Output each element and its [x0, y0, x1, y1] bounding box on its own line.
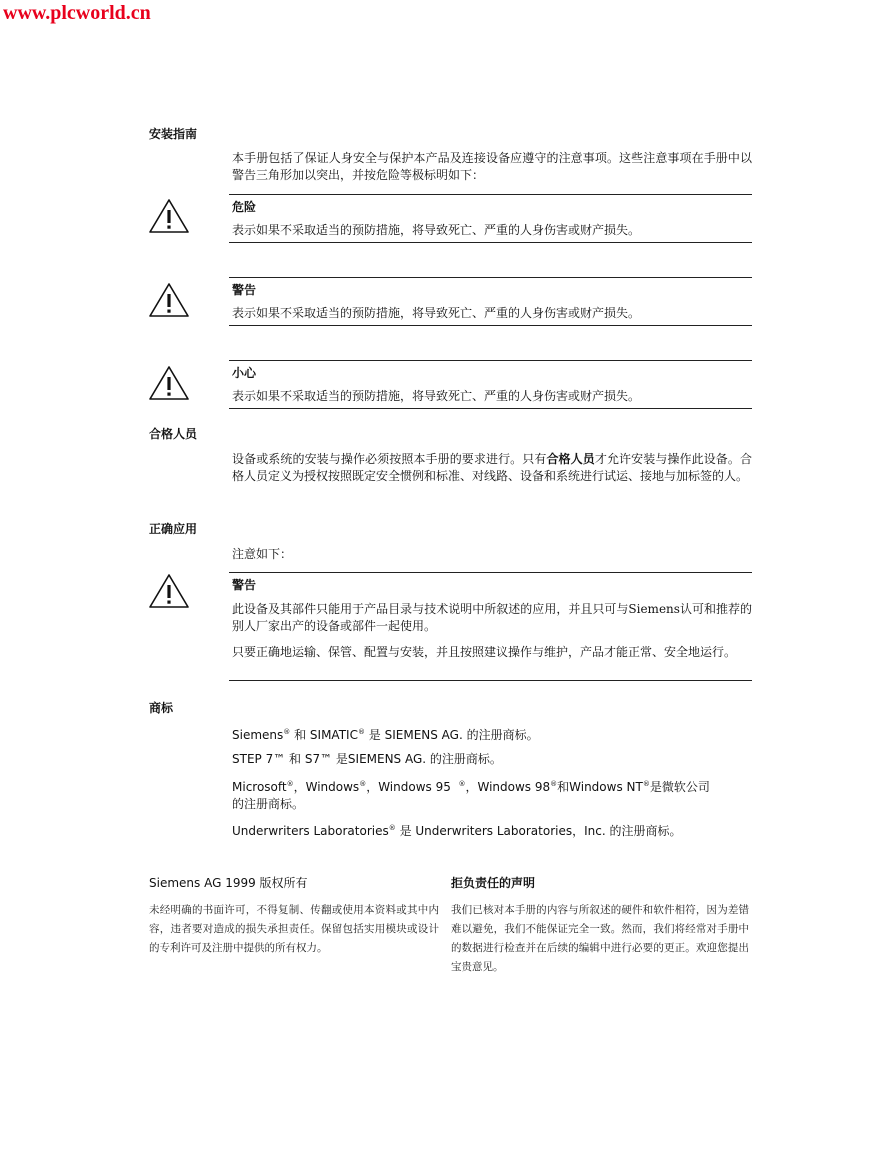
tm-text: 是微软公司 [649, 780, 710, 794]
usage-warning-title: 警告 [232, 578, 257, 592]
warning-triangle-icon [148, 573, 190, 609]
rule [229, 680, 752, 681]
footer-copyright-text: 未经明确的书面许可，不得复制、传翻或使用本资料或其中内容，违者要对造成的损失承担责任。保留包括实用模块或设计的专利许可及注册中提供的所有权力。 [149, 904, 439, 954]
danger-text: 表示如果不采取适当的预防措施，将导致死亡、严重的人身伤害或财产损失。 [232, 223, 641, 237]
warning-triangle-icon [148, 198, 190, 234]
trademark-line-2: STEP 7™ 和 S7™ 是SIEMENS AG. 的注册商标。 [232, 752, 502, 766]
qualified-text-after: 才允许安装与操作此设备。合格人员定义为授权按照既定安全惯例和标准、对线路、设备和系统进行试运、接地与加标签的人。 [232, 452, 752, 483]
registered-mark: ® [359, 780, 367, 788]
section-heading-qualified: 合格人员 [149, 427, 198, 441]
trademark-line-3 [232, 776, 752, 813]
warning-title: 警告 [232, 283, 257, 297]
qualified-text [232, 451, 752, 485]
rule [229, 360, 752, 361]
danger-title: 危险 [232, 200, 257, 214]
footer-disclaimer-heading: 拒负责任的声明 [451, 876, 536, 890]
registered-mark: ® [642, 780, 650, 788]
registered-mark: ® [283, 728, 291, 736]
qualified-text-before: 设备或系统的安装与操作必须按照本手册的要求进行。只有 [232, 452, 547, 466]
tm-text: 和 SIMATIC [294, 728, 358, 742]
watermark: www.plcworld.cn [3, 2, 151, 24]
rule [229, 408, 752, 409]
trademark-line-1 [232, 724, 539, 744]
caution-title: 小心 [232, 366, 257, 380]
tm-text: Underwriters Laboratories [232, 824, 389, 838]
footer-copyright-heading: Siemens AG 1999 版权所有 [149, 876, 308, 890]
section-heading-trademarks: 商标 [149, 701, 174, 715]
tm-text: 的注册商标。 [232, 797, 305, 811]
rule [229, 325, 752, 326]
registered-mark: ® [550, 780, 558, 788]
tm-text: ，Windows 95 [366, 780, 451, 794]
tm-text: 是 Underwriters Laboratories，Inc. 的注册商标。 [399, 824, 682, 838]
section-heading-install: 安装指南 [149, 127, 198, 141]
registered-mark: ® [286, 780, 294, 788]
install-intro: 本手册包括了保证人身安全与保护本产品及连接设备应遵守的注意事项。这些注意事项在手册中以警告三角形加以突出，并按危险等极标明如下： [232, 151, 752, 182]
rule [229, 194, 752, 195]
warning-triangle-icon [148, 365, 190, 401]
rule [229, 277, 752, 278]
rule [229, 572, 752, 573]
tm-text: Microsoft [232, 780, 287, 794]
tm-text: Siemens [232, 728, 284, 742]
section-heading-usage: 正确应用 [149, 522, 198, 536]
registered-mark: ® [458, 780, 466, 788]
qualified-text-bold: 合格人员 [546, 452, 595, 466]
usage-note: 注意如下： [232, 547, 293, 561]
rule [229, 242, 752, 243]
usage-para-2: 只要正确地运输、保管、配置与安装，并且按照建议操作与维护，产品才能正常、安全地运行。 [232, 645, 737, 659]
trademark-line-4 [232, 820, 681, 840]
registered-mark: ® [357, 728, 365, 736]
caution-text: 表示如果不采取适当的预防措施，将导致死亡、严重的人身伤害或财产损失。 [232, 389, 641, 403]
usage-para-1: 此设备及其部件只能用于产品目录与技术说明中所叙述的应用，并且只可与Siemens认可和推荐的别人厂家出产的设备或部件一起使用。 [232, 602, 752, 633]
tm-text: ，Windows [293, 780, 360, 794]
warning-text: 表示如果不采取适当的预防措施，将导致死亡、严重的人身伤害或财产损失。 [232, 306, 641, 320]
footer-disclaimer-text: 我们已核对本手册的内容与所叙述的硬件和软件相符，因为差错难以避免，我们不能保证完全一致。然而，我们将经常对手册中的数据进行检查并在后续的编辑中进行必要的更正。欢迎您提出宝贵意见。 [451, 904, 749, 973]
tm-text: 是 SIEMENS AG. 的注册商标。 [368, 728, 539, 742]
registered-mark: ® [388, 824, 396, 832]
tm-text: 和Windows NT [557, 780, 643, 794]
warning-triangle-icon [148, 282, 190, 318]
tm-text: ，Windows 98 [465, 780, 551, 794]
